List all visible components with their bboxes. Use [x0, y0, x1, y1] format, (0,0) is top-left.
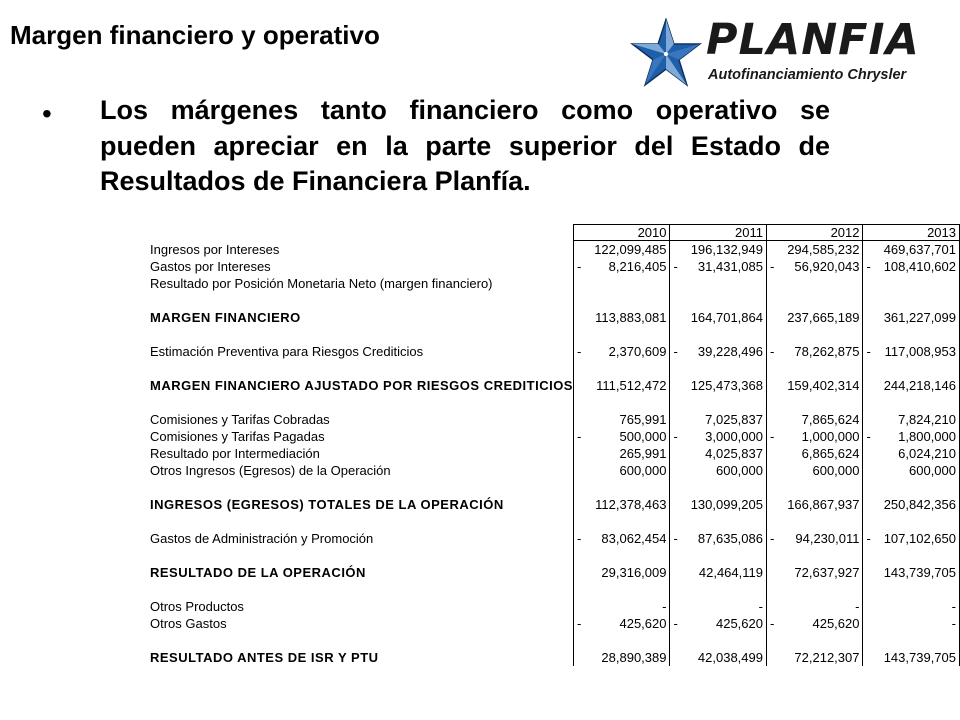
negative-sign: -	[673, 259, 678, 274]
cell-value: 6,865,624	[801, 446, 860, 461]
table-row	[148, 292, 960, 309]
cell-value: -	[951, 599, 956, 614]
value-cell	[863, 564, 960, 581]
cell-value: 31,431,085	[697, 259, 763, 274]
row-label	[148, 394, 573, 411]
cell-value: 166,867,937	[787, 497, 860, 512]
cell-value: 143,739,705	[883, 650, 956, 665]
value-cell	[573, 326, 670, 343]
income-statement-table	[148, 224, 960, 666]
year-header-2012: 2012	[766, 225, 863, 241]
table-row	[148, 258, 960, 275]
row-label	[148, 292, 573, 309]
row-label: Otros Gastos	[150, 616, 227, 631]
row-label: Resultado por Intermediación	[150, 446, 320, 461]
value-cell	[863, 479, 960, 496]
value-cell	[573, 479, 670, 496]
value-cell	[863, 394, 960, 411]
value-cell	[670, 496, 767, 513]
value-cell	[863, 377, 960, 394]
cell-value: 1,800,000	[898, 429, 956, 444]
value-cell	[766, 547, 863, 564]
negative-sign: -	[673, 531, 678, 546]
cell-value: 765,991	[619, 412, 667, 427]
cell-value: 39,228,496	[697, 344, 763, 359]
value-cell	[863, 513, 960, 530]
value-cell	[670, 275, 767, 292]
cell-value: 237,665,189	[787, 310, 860, 325]
cell-value: 265,991	[619, 446, 667, 461]
value-cell	[863, 275, 960, 292]
cell-value: 425,620	[812, 616, 860, 631]
table-row	[148, 411, 960, 428]
value-cell	[670, 258, 767, 275]
value-cell	[670, 530, 767, 547]
row-label: Gastos por Intereses	[150, 259, 271, 274]
cell-value: 42,464,119	[698, 565, 763, 580]
value-cell	[670, 326, 767, 343]
negative-sign: -	[769, 429, 775, 444]
value-cell	[863, 496, 960, 513]
value-cell	[670, 360, 767, 377]
value-cell	[766, 275, 863, 292]
negative-sign: -	[673, 616, 678, 631]
value-cell	[766, 462, 863, 479]
cell-value: 600,000	[715, 463, 763, 478]
value-cell	[766, 632, 863, 649]
cell-value: 3,000,000	[705, 429, 763, 444]
table-row	[148, 564, 960, 581]
bullet-marker: •	[42, 98, 52, 129]
value-cell	[863, 632, 960, 649]
value-cell	[573, 343, 670, 360]
value-cell	[766, 564, 863, 581]
value-cell	[670, 513, 767, 530]
table-row	[148, 479, 960, 496]
cell-value: 111,512,472	[596, 378, 667, 393]
value-cell	[863, 411, 960, 428]
value-cell	[573, 428, 670, 445]
cell-value: 87,635,086	[697, 531, 763, 546]
value-cell	[573, 649, 670, 666]
value-cell	[766, 258, 863, 275]
value-cell	[670, 462, 767, 479]
value-cell	[863, 649, 960, 666]
value-cell	[863, 445, 960, 462]
value-cell	[573, 275, 670, 292]
negative-sign: -	[866, 344, 871, 359]
cell-value: 94,230,011	[795, 531, 860, 546]
row-label	[148, 479, 573, 496]
row-label: RESULTADO ANTES DE ISR Y PTU	[150, 650, 379, 665]
value-cell	[863, 309, 960, 326]
cell-value: 42,038,499	[697, 650, 763, 665]
cell-value: 159,402,314	[787, 378, 860, 393]
row-label	[148, 360, 573, 377]
value-cell	[863, 598, 960, 615]
table-row	[148, 275, 960, 292]
row-label: INGRESOS (EGRESOS) TOTALES DE LA OPERACIÓN	[150, 497, 504, 512]
value-cell	[766, 581, 863, 598]
cell-value: 469,637,701	[883, 242, 956, 257]
value-cell	[766, 411, 863, 428]
value-cell	[573, 632, 670, 649]
row-label	[148, 326, 573, 343]
value-cell	[573, 547, 670, 564]
cell-value: 7,865,624	[801, 412, 860, 427]
year-header-2013: 2013	[863, 225, 960, 241]
value-cell	[670, 615, 767, 632]
negative-sign: -	[769, 531, 775, 546]
negative-sign: -	[866, 531, 871, 546]
table-row	[148, 496, 960, 513]
cell-value: -	[951, 616, 956, 631]
value-cell	[766, 615, 863, 632]
cell-value: 1,000,000	[801, 429, 860, 444]
cell-value: 294,585,232	[787, 242, 860, 257]
value-cell	[573, 377, 670, 394]
value-cell	[863, 581, 960, 598]
value-cell	[573, 394, 670, 411]
value-cell	[863, 462, 960, 479]
negative-sign: -	[673, 429, 678, 444]
value-cell	[670, 598, 767, 615]
value-cell	[573, 462, 670, 479]
cell-value: 122,099,485	[594, 242, 667, 257]
value-cell	[670, 547, 767, 564]
bullet-text: Los márgenes tanto financiero como operativo se pueden apreciar en la parte superior del Estado de Resultados de Financiera Planfía.	[100, 95, 830, 196]
table-header-row	[148, 225, 960, 241]
slide-title: Margen financiero y operativo	[10, 20, 380, 50]
value-cell	[573, 496, 670, 513]
cell-value: 72,212,307	[794, 650, 860, 665]
row-label: RESULTADO DE LA OPERACIÓN	[150, 565, 366, 580]
table-row	[148, 343, 960, 360]
cell-value: 108,410,602	[883, 259, 956, 274]
value-cell	[670, 564, 767, 581]
cell-value: 112,378,463	[595, 497, 667, 512]
negative-sign: -	[769, 259, 775, 274]
negative-sign: -	[576, 344, 582, 359]
table-row	[148, 581, 960, 598]
value-cell	[863, 547, 960, 564]
value-cell	[863, 530, 960, 547]
cell-value: 130,099,205	[690, 497, 763, 512]
logo-subtitle: Autofinanciamiento Chrysler	[708, 67, 907, 83]
value-cell	[670, 343, 767, 360]
logo-wordmark: PLANFIA	[706, 15, 920, 65]
value-cell	[863, 326, 960, 343]
value-cell	[670, 445, 767, 462]
value-cell	[766, 241, 863, 259]
value-cell	[863, 615, 960, 632]
row-label: Otros Productos	[150, 599, 244, 614]
cell-value: 250,842,356	[883, 497, 956, 512]
table-row	[148, 394, 960, 411]
table-row	[148, 598, 960, 615]
value-cell	[573, 564, 670, 581]
table-row	[148, 360, 960, 377]
value-cell	[573, 360, 670, 377]
cell-value: 4,025,837	[705, 446, 763, 461]
planfia-logo	[630, 12, 942, 98]
table-row	[148, 241, 960, 259]
table-row	[148, 615, 960, 632]
value-cell	[573, 411, 670, 428]
cell-value: 8,216,405	[608, 259, 667, 274]
negative-sign: -	[866, 429, 871, 444]
value-cell	[766, 530, 863, 547]
header-blank-cell	[148, 225, 573, 241]
value-cell	[670, 428, 767, 445]
row-label	[148, 581, 573, 598]
cell-value: 56,920,043	[794, 259, 860, 274]
cell-value: 600,000	[619, 463, 667, 478]
negative-sign: -	[576, 259, 582, 274]
cell-value: 117,008,953	[884, 344, 956, 359]
negative-sign: -	[866, 259, 871, 274]
cell-value: 2,370,609	[608, 344, 667, 359]
table-row	[148, 462, 960, 479]
value-cell	[573, 292, 670, 309]
value-cell	[670, 394, 767, 411]
value-cell	[670, 292, 767, 309]
table-row	[148, 428, 960, 445]
table-row	[148, 632, 960, 649]
value-cell	[766, 309, 863, 326]
cell-value: 28,890,389	[601, 650, 667, 665]
cell-value: 425,620	[619, 616, 667, 631]
value-cell	[766, 394, 863, 411]
value-cell	[766, 598, 863, 615]
value-cell	[863, 343, 960, 360]
row-label: Ingresos por Intereses	[150, 241, 280, 257]
value-cell	[766, 377, 863, 394]
row-label	[148, 632, 573, 649]
row-label: Otros Ingresos (Egresos) de la Operación	[150, 463, 391, 478]
value-cell	[573, 258, 670, 275]
negative-sign: -	[576, 531, 582, 546]
value-cell	[670, 309, 767, 326]
cell-value: 500,000	[619, 429, 667, 444]
value-cell	[863, 292, 960, 309]
cell-value: 6,024,210	[898, 446, 956, 461]
table-row	[148, 445, 960, 462]
cell-value: 600,000	[812, 463, 860, 478]
value-cell	[670, 377, 767, 394]
year-header-2011: 2011	[670, 225, 767, 241]
row-label	[148, 513, 573, 530]
cell-value: 164,701,864	[690, 310, 763, 325]
value-cell	[670, 581, 767, 598]
value-cell	[766, 428, 863, 445]
value-cell	[863, 241, 960, 259]
value-cell	[766, 496, 863, 513]
cell-value: -	[855, 599, 860, 614]
cell-value: 600,000	[909, 463, 956, 478]
chrysler-star-icon	[630, 18, 702, 90]
value-cell	[573, 513, 670, 530]
cell-value: -	[758, 599, 763, 614]
value-cell	[573, 309, 670, 326]
year-header-2010: 2010	[573, 225, 670, 241]
cell-value: 107,102,650	[883, 531, 956, 546]
cell-value: 425,620	[715, 616, 763, 631]
row-label: Comisiones y Tarifas Cobradas	[150, 412, 330, 427]
value-cell	[766, 343, 863, 360]
cell-value: 125,473,368	[690, 378, 763, 393]
value-cell	[670, 411, 767, 428]
cell-value: 361,227,099	[883, 310, 956, 325]
value-cell	[670, 649, 767, 666]
row-label: MARGEN FINANCIERO	[150, 310, 301, 325]
cell-value: 7,025,837	[705, 412, 763, 427]
cell-value: 29,316,009	[601, 565, 667, 580]
value-cell	[670, 479, 767, 496]
cell-value: 143,739,705	[883, 565, 956, 580]
negative-sign: -	[673, 344, 678, 359]
table-row	[148, 513, 960, 530]
value-cell	[863, 258, 960, 275]
table-row	[148, 309, 960, 326]
cell-value: 72,637,927	[794, 565, 860, 580]
cell-value: 83,062,454	[601, 531, 667, 546]
cell-value: 244,218,146	[883, 378, 956, 393]
negative-sign: -	[769, 344, 775, 359]
negative-sign: -	[576, 429, 582, 444]
value-cell	[766, 513, 863, 530]
row-label: MARGEN FINANCIERO AJUSTADO POR RIESGOS CREDITICIOS	[150, 378, 573, 393]
value-cell	[670, 632, 767, 649]
table-row	[148, 377, 960, 394]
value-cell	[863, 428, 960, 445]
value-cell	[766, 479, 863, 496]
value-cell	[573, 241, 670, 259]
value-cell	[573, 615, 670, 632]
cell-value: 78,262,875	[794, 344, 860, 359]
row-label: Estimación Preventiva para Riesgos Crediticios	[150, 344, 424, 359]
table-row	[148, 547, 960, 564]
cell-value: 113,883,081	[595, 310, 667, 325]
row-label: Gastos de Administración y Promoción	[150, 531, 374, 546]
value-cell	[573, 598, 670, 615]
value-cell	[766, 649, 863, 666]
value-cell	[670, 241, 767, 259]
value-cell	[766, 292, 863, 309]
cell-value: 196,132,949	[690, 242, 763, 257]
row-label: Resultado por Posición Monetaria Neto (margen financiero)	[150, 276, 493, 291]
value-cell	[863, 360, 960, 377]
row-label: Comisiones y Tarifas Pagadas	[150, 429, 325, 444]
value-cell	[573, 581, 670, 598]
value-cell	[766, 445, 863, 462]
table-row	[148, 326, 960, 343]
table-row	[148, 649, 960, 666]
cell-value: -	[662, 599, 667, 614]
negative-sign: -	[769, 616, 775, 631]
cell-value: 7,824,210	[898, 412, 956, 427]
value-cell	[766, 326, 863, 343]
value-cell	[573, 530, 670, 547]
negative-sign: -	[576, 616, 582, 631]
value-cell	[573, 445, 670, 462]
table-row	[148, 530, 960, 547]
value-cell	[766, 360, 863, 377]
row-label	[148, 547, 573, 564]
